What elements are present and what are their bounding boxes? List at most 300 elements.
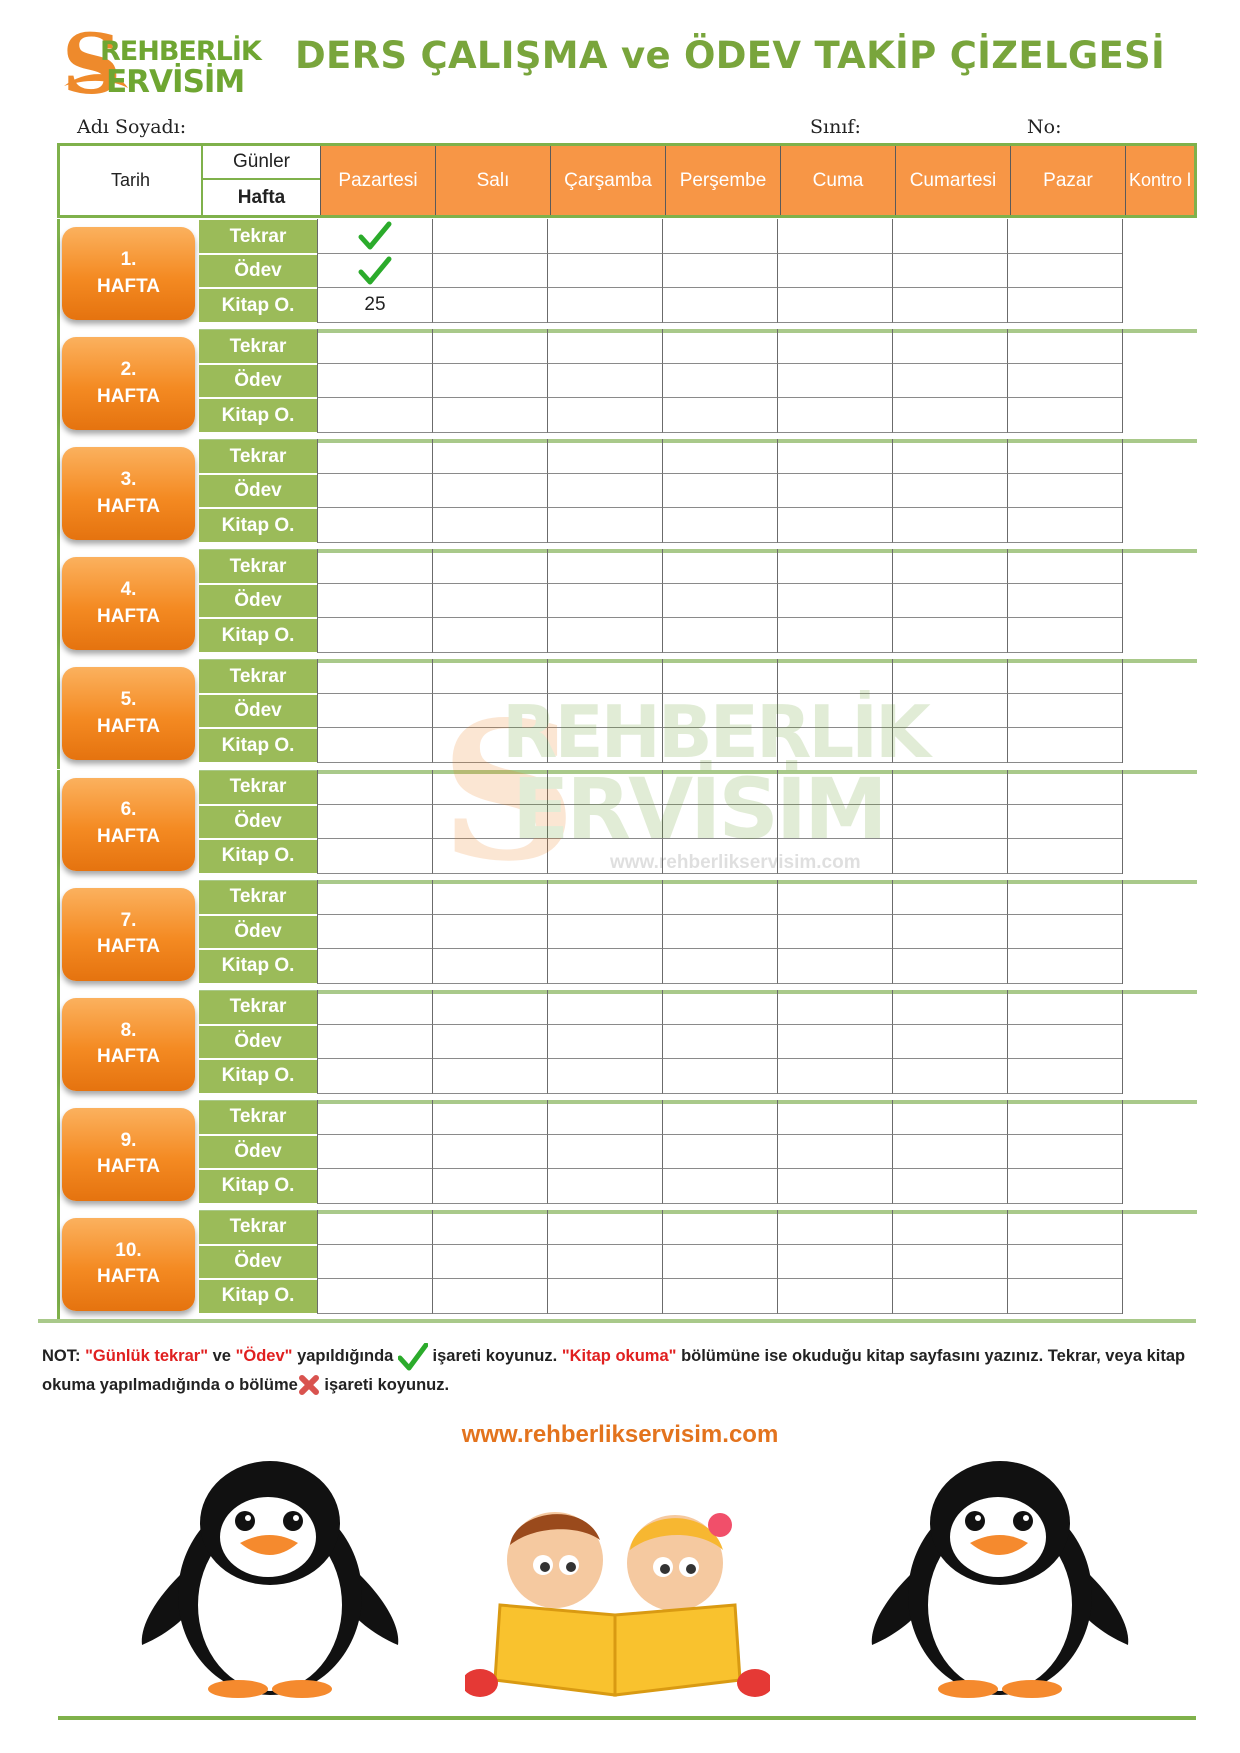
table-cell[interactable] — [317, 254, 432, 288]
table-cell[interactable] — [1122, 219, 1197, 254]
table-cell[interactable] — [1122, 805, 1197, 839]
note-highlight: "Ödev" — [235, 1347, 293, 1365]
table-cell[interactable] — [1122, 659, 1197, 694]
table-cell[interactable] — [547, 219, 662, 254]
table-cell[interactable] — [777, 1210, 892, 1245]
table-cell[interactable] — [432, 728, 547, 763]
table-row — [317, 474, 1197, 508]
note-text: ve — [208, 1347, 236, 1365]
table-cell[interactable] — [892, 915, 1007, 949]
table-cell[interactable] — [547, 584, 662, 618]
table-cell[interactable] — [662, 770, 777, 805]
table-cell[interactable] — [432, 439, 547, 474]
table-cell[interactable] — [317, 439, 432, 474]
table-cell[interactable] — [432, 1169, 547, 1204]
table-cell[interactable] — [432, 508, 547, 543]
row-label: Ödev — [199, 585, 317, 617]
table-cell[interactable] — [1122, 839, 1197, 874]
table-cell[interactable] — [662, 618, 777, 653]
week-number: 10. — [115, 1239, 142, 1261]
table-cell[interactable] — [777, 1025, 892, 1059]
table-row — [317, 839, 1197, 874]
table-cell[interactable] — [1007, 915, 1122, 949]
table-cell[interactable] — [1122, 949, 1197, 984]
table-cell[interactable] — [317, 584, 432, 618]
table-cell[interactable] — [892, 618, 1007, 653]
row-label: Ödev — [199, 806, 317, 838]
table-cell[interactable] — [317, 219, 432, 254]
week-button[interactable] — [62, 778, 195, 871]
table-row — [317, 805, 1197, 839]
table-cell[interactable] — [662, 1169, 777, 1204]
week-button[interactable] — [62, 888, 195, 981]
watermark-line1: REHBERLİK — [502, 690, 928, 774]
table-cell[interactable] — [662, 549, 777, 584]
table-cell[interactable] — [432, 694, 547, 728]
table-cell[interactable] — [547, 549, 662, 584]
watermark-initial: S — [440, 680, 578, 903]
table-cell[interactable] — [892, 770, 1007, 805]
table-cell[interactable] — [1007, 949, 1122, 984]
table-cell[interactable] — [892, 584, 1007, 618]
week-button[interactable] — [62, 557, 195, 650]
table-cell[interactable] — [547, 728, 662, 763]
table-cell[interactable] — [777, 1245, 892, 1279]
table-cell[interactable] — [1007, 1210, 1122, 1245]
table-cell[interactable] — [662, 329, 777, 364]
table-cell[interactable] — [777, 398, 892, 433]
table-row — [317, 219, 1197, 254]
week-divider — [57, 219, 60, 329]
table-cell[interactable] — [892, 949, 1007, 984]
table-cell[interactable] — [1007, 1100, 1122, 1135]
table-cell[interactable] — [547, 1059, 662, 1094]
table-cell[interactable] — [317, 770, 432, 805]
table-cell[interactable] — [317, 1059, 432, 1094]
table-cell[interactable] — [317, 398, 432, 433]
table-cell[interactable] — [432, 1210, 547, 1245]
table-cell[interactable] — [1007, 508, 1122, 543]
table-cell[interactable] — [777, 805, 892, 839]
table-cell[interactable] — [432, 805, 547, 839]
row-label: Ödev — [199, 1026, 317, 1058]
header-day: Salı — [435, 146, 550, 215]
table-cell[interactable] — [1007, 364, 1122, 398]
table-cell[interactable] — [547, 1169, 662, 1204]
table-cell[interactable] — [892, 1025, 1007, 1059]
table-cell[interactable] — [777, 990, 892, 1025]
table-cell[interactable] — [662, 694, 777, 728]
note-text: yapıldığında — [292, 1347, 394, 1365]
table-cell[interactable] — [777, 839, 892, 874]
table-cell[interactable] — [1122, 1169, 1197, 1204]
table-cell[interactable] — [317, 508, 432, 543]
table-cell[interactable] — [432, 1279, 547, 1314]
table-cell[interactable] — [662, 728, 777, 763]
table-cell[interactable] — [1122, 880, 1197, 915]
table-cell[interactable] — [892, 1279, 1007, 1314]
table-cell[interactable] — [777, 364, 892, 398]
table-cell[interactable] — [1007, 329, 1122, 364]
table-cell[interactable] — [892, 1100, 1007, 1135]
table-cell[interactable] — [1007, 1059, 1122, 1094]
table-cell[interactable] — [432, 1100, 547, 1135]
table-cell[interactable] — [1122, 1210, 1197, 1245]
table-cell[interactable] — [317, 728, 432, 763]
table-cell[interactable] — [547, 329, 662, 364]
table-cell[interactable] — [432, 254, 547, 288]
table-cell[interactable] — [892, 474, 1007, 508]
table-cell[interactable] — [892, 254, 1007, 288]
table-cell[interactable] — [777, 659, 892, 694]
table-cell[interactable] — [662, 915, 777, 949]
table-cell[interactable] — [777, 880, 892, 915]
table-cell[interactable] — [892, 508, 1007, 543]
table-cell[interactable] — [547, 805, 662, 839]
table-cell[interactable] — [317, 1169, 432, 1204]
table-cell[interactable] — [1122, 1100, 1197, 1135]
table-cell[interactable] — [777, 508, 892, 543]
table-row — [317, 659, 1197, 694]
table-cell[interactable] — [547, 1100, 662, 1135]
table-cell[interactable] — [317, 990, 432, 1025]
week-number: 3. — [120, 469, 137, 491]
week-button[interactable] — [62, 447, 195, 540]
table-cell[interactable] — [777, 219, 892, 254]
table-cell[interactable] — [1007, 1135, 1122, 1169]
table-cell[interactable] — [1007, 288, 1122, 323]
table-cell[interactable] — [317, 1025, 432, 1059]
table-cell[interactable] — [1122, 254, 1197, 288]
table-cell[interactable] — [777, 915, 892, 949]
week-button[interactable] — [62, 1108, 195, 1201]
table-cell[interactable] — [547, 1135, 662, 1169]
table-cell[interactable] — [547, 990, 662, 1025]
table-cell[interactable] — [432, 770, 547, 805]
table-cell[interactable] — [547, 288, 662, 323]
table-cell[interactable] — [317, 915, 432, 949]
table-cell[interactable] — [432, 949, 547, 984]
name-label: Adı Soyadı: — [77, 116, 187, 138]
table-cell[interactable] — [662, 1210, 777, 1245]
table-cell[interactable] — [892, 805, 1007, 839]
table-cell[interactable] — [547, 1245, 662, 1279]
table-cell[interactable] — [432, 398, 547, 433]
table-cell[interactable] — [547, 770, 662, 805]
table-cell[interactable] — [777, 728, 892, 763]
table-cell[interactable] — [1007, 659, 1122, 694]
table-cell[interactable] — [432, 1059, 547, 1094]
table-cell[interactable] — [892, 219, 1007, 254]
table-cell[interactable] — [1007, 439, 1122, 474]
week-divider — [57, 1210, 60, 1320]
table-cell[interactable] — [892, 398, 1007, 433]
week-word: HAFTA — [97, 715, 160, 737]
table-cell[interactable] — [1122, 1279, 1197, 1314]
table-cell[interactable] — [547, 1025, 662, 1059]
table-cell[interactable] — [777, 549, 892, 584]
table-cell[interactable] — [1122, 770, 1197, 805]
week-divider — [57, 1100, 60, 1210]
week-divider — [57, 549, 60, 659]
table-cell[interactable] — [432, 288, 547, 323]
table-cell[interactable] — [892, 990, 1007, 1025]
table-cell[interactable] — [1122, 474, 1197, 508]
table-cell[interactable] — [432, 915, 547, 949]
table-cell[interactable] — [432, 1025, 547, 1059]
table-cell[interactable] — [777, 694, 892, 728]
table-cell[interactable] — [892, 1059, 1007, 1094]
table-cell[interactable] — [547, 1279, 662, 1314]
table-cell[interactable] — [892, 1245, 1007, 1279]
table-cell[interactable] — [662, 659, 777, 694]
week-block — [57, 329, 1197, 439]
table-cell[interactable] — [547, 694, 662, 728]
table-cell[interactable] — [1007, 839, 1122, 874]
table-cell[interactable] — [662, 1025, 777, 1059]
table-cell[interactable] — [547, 508, 662, 543]
table-cell[interactable] — [547, 949, 662, 984]
table-cell[interactable] — [1122, 584, 1197, 618]
table-cell[interactable] — [317, 618, 432, 653]
table-cell[interactable] — [432, 219, 547, 254]
row-label: Tekrar — [199, 330, 317, 363]
table-cell[interactable] — [547, 254, 662, 288]
table-cell[interactable] — [892, 659, 1007, 694]
table-cell[interactable] — [662, 439, 777, 474]
table-cell[interactable] — [1122, 398, 1197, 433]
table-cell[interactable] — [1122, 728, 1197, 763]
table-cell[interactable] — [1122, 1135, 1197, 1169]
table-cell[interactable] — [1122, 1245, 1197, 1279]
table-cell[interactable] — [1007, 1279, 1122, 1314]
table-cell[interactable] — [662, 364, 777, 398]
week-divider — [57, 659, 60, 769]
table-row — [317, 1210, 1197, 1245]
table-cell[interactable] — [662, 1245, 777, 1279]
table-cell[interactable] — [777, 1279, 892, 1314]
row-label: Tekrar — [199, 991, 317, 1024]
table-cell[interactable] — [1007, 1025, 1122, 1059]
table-cell[interactable] — [547, 880, 662, 915]
table-cell[interactable] — [1007, 398, 1122, 433]
table-cell[interactable] — [317, 329, 432, 364]
table-cell[interactable] — [777, 1059, 892, 1094]
table-cell[interactable] — [432, 584, 547, 618]
table-cell[interactable] — [547, 1210, 662, 1245]
row-label: Kitap O. — [199, 1280, 317, 1313]
week-button[interactable] — [62, 337, 195, 430]
table-cell[interactable] — [1007, 805, 1122, 839]
row-label: Ödev — [199, 475, 317, 507]
table-cell[interactable] — [547, 839, 662, 874]
table-cell[interactable] — [547, 618, 662, 653]
table-cell[interactable] — [662, 839, 777, 874]
table-cell[interactable] — [547, 398, 662, 433]
table-cell[interactable] — [892, 1135, 1007, 1169]
table-cell[interactable] — [432, 549, 547, 584]
table-cell[interactable] — [892, 549, 1007, 584]
table-cell[interactable] — [1122, 915, 1197, 949]
table-cell[interactable] — [662, 254, 777, 288]
table-cell[interactable] — [662, 288, 777, 323]
table-cell[interactable] — [1122, 439, 1197, 474]
table-row — [317, 329, 1197, 364]
table-cell[interactable] — [317, 474, 432, 508]
table-cell[interactable] — [317, 1279, 432, 1314]
table-cell[interactable] — [317, 949, 432, 984]
table-cell[interactable] — [892, 728, 1007, 763]
penguin-right-icon — [870, 1455, 1130, 1700]
table-cell[interactable] — [317, 288, 432, 323]
table-cell[interactable] — [1007, 584, 1122, 618]
table-cell[interactable] — [777, 1100, 892, 1135]
table-cell[interactable] — [432, 474, 547, 508]
week-button[interactable] — [62, 1218, 195, 1311]
table-cell[interactable] — [662, 880, 777, 915]
table-cell[interactable] — [662, 398, 777, 433]
table-cell[interactable] — [432, 659, 547, 694]
table-cell[interactable] — [432, 618, 547, 653]
row-label: Kitap O. — [199, 950, 317, 983]
table-cell[interactable] — [892, 694, 1007, 728]
table-cell[interactable] — [1122, 618, 1197, 653]
table-cell[interactable] — [547, 439, 662, 474]
week-button[interactable] — [62, 998, 195, 1091]
table-cell[interactable] — [317, 1100, 432, 1135]
table-cell[interactable] — [1122, 364, 1197, 398]
table-cell[interactable] — [892, 839, 1007, 874]
week-button[interactable] — [62, 667, 195, 760]
row-label: Kitap O. — [199, 399, 317, 432]
table-cell[interactable] — [317, 839, 432, 874]
table-cell[interactable] — [317, 1210, 432, 1245]
table-cell[interactable] — [662, 805, 777, 839]
table-cell[interactable] — [547, 659, 662, 694]
table-cell[interactable] — [892, 1169, 1007, 1204]
table-cell[interactable] — [1122, 329, 1197, 364]
table-cell[interactable] — [1122, 990, 1197, 1025]
table-row — [317, 1169, 1197, 1204]
table-cell[interactable] — [777, 329, 892, 364]
row-label: Tekrar — [199, 771, 317, 804]
table-cell[interactable] — [1122, 694, 1197, 728]
table-cell[interactable] — [892, 1210, 1007, 1245]
table-cell[interactable] — [432, 364, 547, 398]
website-link[interactable]: www.rehberlikservisim.com — [461, 1421, 779, 1448]
table-cell[interactable] — [662, 584, 777, 618]
table-cell[interactable] — [317, 1135, 432, 1169]
table-cell[interactable] — [1007, 880, 1122, 915]
logo-line1: REHBERLİK — [100, 36, 261, 67]
table-cell[interactable] — [662, 474, 777, 508]
table-cell[interactable] — [662, 508, 777, 543]
table-cell[interactable] — [1007, 1245, 1122, 1279]
table-cell[interactable] — [1122, 508, 1197, 543]
table-cell[interactable] — [777, 254, 892, 288]
table-cell[interactable] — [1007, 549, 1122, 584]
table-cell[interactable] — [547, 915, 662, 949]
table-row — [317, 694, 1197, 728]
table-cell[interactable] — [777, 1135, 892, 1169]
table-cell[interactable] — [432, 839, 547, 874]
week-number: 9. — [120, 1129, 137, 1151]
table-cell[interactable] — [892, 364, 1007, 398]
week-divider — [57, 880, 60, 990]
watermark-line2: ERVİSİM — [512, 760, 885, 858]
header-tarih: Tarih — [60, 146, 201, 215]
row-label: Kitap O. — [199, 840, 317, 873]
week-block — [57, 659, 1197, 769]
table-cell[interactable] — [777, 949, 892, 984]
row-label: Tekrar — [199, 220, 317, 253]
table-cell[interactable] — [662, 219, 777, 254]
week-number: 1. — [120, 248, 137, 270]
table-cell[interactable] — [1122, 549, 1197, 584]
table-cell[interactable] — [1007, 254, 1122, 288]
row-label: Kitap O. — [199, 289, 317, 322]
table-cell[interactable] — [547, 364, 662, 398]
table-cell[interactable] — [317, 364, 432, 398]
week-divider — [57, 990, 60, 1100]
table-cell[interactable] — [432, 329, 547, 364]
footer-line — [58, 1716, 1196, 1720]
table-cell[interactable] — [662, 1135, 777, 1169]
table-cell[interactable] — [1007, 990, 1122, 1025]
table-cell[interactable] — [1122, 1059, 1197, 1094]
table-cell[interactable] — [1007, 728, 1122, 763]
table-cell[interactable] — [432, 1245, 547, 1279]
table-cell[interactable] — [317, 694, 432, 728]
table-cell[interactable] — [1007, 770, 1122, 805]
week-button[interactable] — [62, 227, 195, 320]
table-cell[interactable] — [777, 770, 892, 805]
table-cell[interactable] — [892, 329, 1007, 364]
table-cell[interactable] — [547, 474, 662, 508]
table-cell[interactable] — [662, 1279, 777, 1314]
table-cell[interactable] — [892, 288, 1007, 323]
week-block — [57, 990, 1197, 1100]
table-cell[interactable] — [777, 618, 892, 653]
table-cell[interactable] — [777, 439, 892, 474]
table-cell[interactable] — [1007, 219, 1122, 254]
table-cell[interactable] — [1007, 618, 1122, 653]
table-cell[interactable] — [1007, 1169, 1122, 1204]
table-cell[interactable] — [432, 990, 547, 1025]
table-cell[interactable] — [777, 584, 892, 618]
table-cell[interactable] — [777, 474, 892, 508]
table-cell[interactable] — [317, 659, 432, 694]
table-cell[interactable] — [777, 1169, 892, 1204]
table-cell[interactable] — [1007, 474, 1122, 508]
table-cell[interactable] — [317, 1245, 432, 1279]
table-cell[interactable] — [662, 1059, 777, 1094]
table-cell[interactable] — [1122, 1025, 1197, 1059]
table-cell[interactable] — [892, 439, 1007, 474]
table-cell[interactable] — [777, 288, 892, 323]
table-cell[interactable] — [1122, 288, 1197, 323]
table-cell[interactable] — [662, 990, 777, 1025]
table-cell[interactable] — [317, 880, 432, 915]
table-cell[interactable] — [317, 805, 432, 839]
table-cell[interactable] — [1007, 694, 1122, 728]
table-cell[interactable] — [317, 549, 432, 584]
table-cell[interactable] — [662, 1100, 777, 1135]
table-cell[interactable] — [662, 949, 777, 984]
table-cell[interactable] — [432, 880, 547, 915]
table-cell[interactable] — [432, 1135, 547, 1169]
table-cell[interactable] — [892, 880, 1007, 915]
